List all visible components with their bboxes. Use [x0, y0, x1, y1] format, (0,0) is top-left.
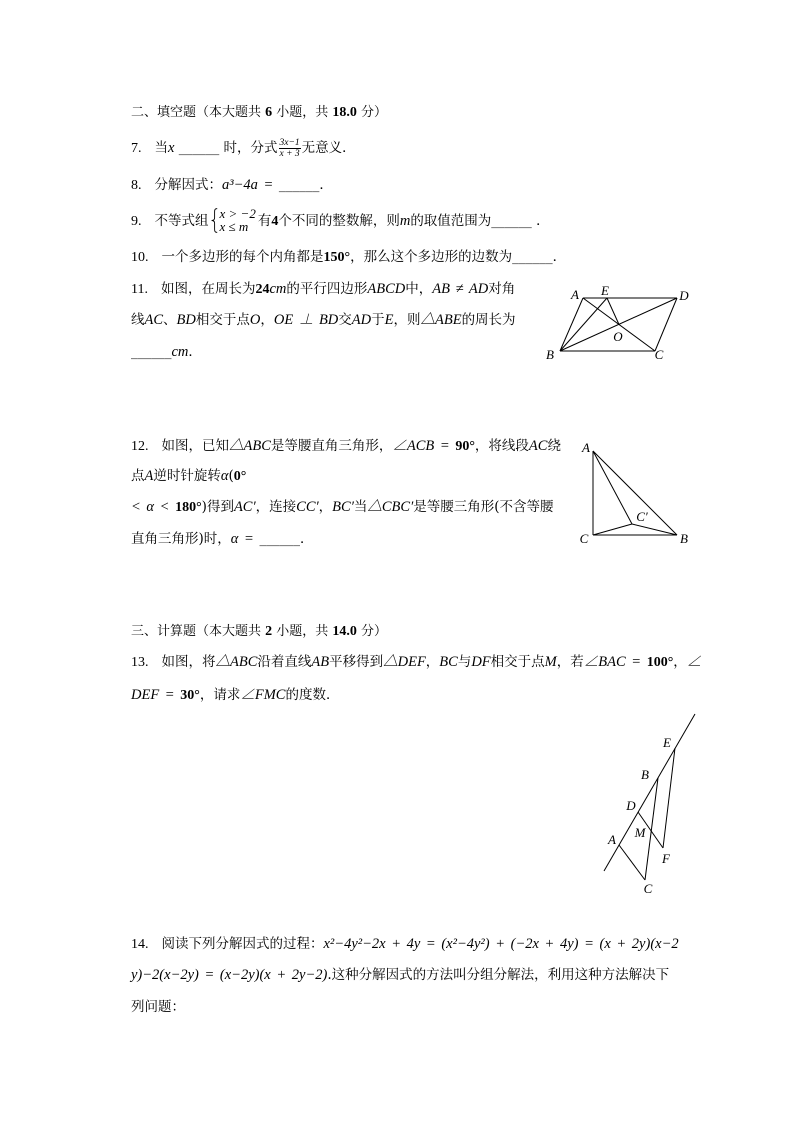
figure-q12-right-triangle: [570, 435, 695, 550]
question-9-line-1: [131, 206, 550, 234]
math-expression: △ABC: [215, 654, 258, 670]
text-run: ，若: [556, 654, 584, 670]
point-label-m: M: [634, 825, 646, 840]
vertex-label-c: C: [579, 531, 589, 546]
math-number: 6: [265, 105, 273, 120]
vertex-label-b: B: [680, 531, 688, 546]
text-run: 个不同的整数解，则: [278, 213, 400, 229]
brace-stroke: [211, 209, 217, 233]
segment-bc: [645, 778, 658, 880]
math-expression: x²−4y²−2x + 4y = (x²−4y²) + (−2x + 4y) = (x + 2y)(x−2: [323, 936, 679, 952]
question-10-line-1: [131, 247, 566, 267]
text-run: 列问题：: [131, 999, 185, 1015]
math-expression: △ABE: [420, 312, 462, 328]
question-number: 14.: [131, 937, 149, 952]
vertex-label-b: B: [546, 347, 554, 362]
segment-cc-prime: [593, 524, 632, 535]
math-number: 100°: [646, 655, 674, 670]
text-run: 交: [338, 312, 352, 328]
text-run: 直角三角形)时，: [131, 531, 231, 547]
math-expression: AB ≠ AD: [432, 281, 489, 297]
vertex-label-e: E: [601, 283, 609, 298]
text-run: 二、填空题（本大题共: [131, 105, 266, 120]
math-expression: △DEF: [383, 654, 426, 670]
text-run: 无意义．: [301, 140, 356, 156]
text-run: 与: [457, 654, 472, 670]
math-expression: ∠: [686, 654, 702, 670]
math-expression: A: [144, 468, 154, 484]
math-number: 0°: [233, 469, 247, 484]
text-run: 于: [371, 312, 385, 328]
text-run: ______: [131, 344, 172, 360]
figure-q11-parallelogram: [530, 278, 700, 368]
vertex-label-d: D: [626, 798, 636, 813]
segment-ac-prime: [593, 451, 632, 524]
text-run: 分）: [356, 105, 388, 120]
question-11-line-1: [131, 279, 515, 299]
text-run: 阅读下列分解因式的过程：: [161, 936, 324, 952]
text-run: ，连接: [255, 499, 297, 515]
question-number: 10.: [131, 250, 149, 265]
question-number: 12.: [131, 439, 149, 454]
question-12-line-1: [131, 436, 561, 456]
text-run: 点: [131, 468, 145, 484]
math-expression: ∠ACB =: [392, 438, 456, 454]
text-run: ，请求: [199, 687, 241, 703]
math-expression: α: [220, 468, 229, 484]
math-expression: ∠BAC =: [583, 654, 647, 670]
text-run: ______ 时，分式: [174, 140, 278, 156]
vertex-label-a: A: [571, 287, 579, 302]
text-run: ，则: [393, 312, 421, 328]
text-run: 是等腰直角三角形，: [270, 438, 393, 454]
text-run: ．: [188, 344, 202, 360]
left-brace-icon: [211, 208, 218, 233]
segment-ac: [619, 845, 645, 880]
segment-bc-prime: [632, 524, 677, 535]
question-8-line-1: [131, 175, 333, 195]
question-number: 13.: [131, 655, 149, 670]
text-run: 有: [257, 213, 272, 229]
text-run: 平移得到: [329, 654, 384, 670]
text-run: 的度数．: [285, 687, 340, 703]
vertex-label-b: B: [641, 767, 649, 782]
math-expression: AC′: [233, 499, 256, 515]
text-run: ，: [260, 312, 274, 328]
vertex-label-e: E: [663, 735, 671, 750]
question-11-line-3: [131, 342, 202, 362]
math-expression: BD: [176, 312, 196, 328]
math-expression: AC: [528, 438, 548, 454]
math-number: 2: [265, 624, 273, 639]
math-expression: cm: [269, 281, 287, 297]
vertex-label-f: F: [662, 851, 670, 866]
text-run: 当: [154, 140, 168, 156]
question-12-line-3: [131, 497, 554, 517]
math-expression: AC: [144, 312, 164, 328]
segment-ef: [663, 748, 675, 848]
text-run: ，将线段: [474, 438, 529, 454]
question-13-line-2: [131, 685, 339, 705]
text-run: 相交于点: [490, 654, 545, 670]
math-expression: CC′: [296, 499, 319, 515]
inequality-row: x ≤ m: [219, 218, 249, 234]
math-number: 150°: [323, 250, 351, 265]
text-run: 一个多边形的每个内角都是: [161, 249, 324, 265]
math-expression: a³−4a =: [222, 177, 279, 193]
math-expression: △ABC: [229, 438, 271, 454]
math-expression: y)−2(x−2y) = (x−2y)(x + 2y−2): [131, 967, 328, 983]
math-expression: DF: [471, 654, 491, 670]
math-expression: cm: [171, 344, 189, 360]
math-number: 90°: [455, 439, 475, 454]
segment-ab: [560, 298, 583, 351]
math-number: 30°: [180, 688, 200, 703]
text-run: 分）: [356, 624, 388, 639]
text-run: 如图，已知: [161, 438, 229, 454]
question-number: 11.: [131, 282, 148, 297]
figure-q13-translated-triangles: [595, 705, 700, 895]
question-7-line-1: [131, 138, 356, 158]
inequality-row: x > −2: [219, 206, 256, 221]
text-run: .这种分解因式的方法叫分组分解法，利用这种方法解决下: [327, 967, 670, 983]
vertex-label-c: C: [654, 347, 664, 362]
text-run: ，: [318, 499, 333, 515]
math-expression: △CBC′: [367, 499, 414, 515]
text-run: 的取值范围为______ ．: [410, 213, 550, 229]
text-run: ，: [425, 654, 440, 670]
text-run: )得到: [201, 499, 234, 515]
math-number: 180°: [175, 500, 202, 515]
math-expression: x: [168, 140, 175, 156]
math-expression: < α <: [131, 499, 176, 515]
text-run: 中，: [405, 281, 433, 297]
math-expression: m: [399, 213, 411, 229]
vertex-label-c-prime: C′: [636, 509, 648, 524]
text-run: 的平行四边形: [286, 281, 368, 297]
math-expression: BC: [439, 654, 458, 670]
math-expression: BC′: [332, 499, 354, 515]
text-run: 逆时针旋转: [153, 468, 221, 484]
question-12-line-2: [131, 466, 246, 486]
text-run: 小题，共: [272, 624, 333, 639]
fraction-denominator: x + 3: [279, 149, 300, 159]
section-fill-in-heading: [131, 103, 387, 123]
math-expression: α =: [230, 531, 260, 547]
text-run: 小题，共: [272, 105, 333, 120]
question-14-line-3: [131, 997, 185, 1017]
math-expression: DEF =: [131, 687, 181, 703]
inequality-system: [211, 208, 256, 233]
math-expression: E: [384, 312, 394, 328]
text-run: (: [228, 468, 234, 484]
fraction: [279, 138, 301, 159]
math-expression: ABCD: [367, 281, 406, 297]
text-run: 分解因式：: [154, 177, 222, 193]
math-expression: OE ⊥ BD: [273, 312, 339, 328]
question-14-line-2: [131, 965, 669, 985]
question-14-line-1: [131, 934, 679, 954]
vertex-label-a: A: [582, 440, 590, 455]
text-run: ______．: [278, 177, 333, 193]
text-run: 如图，在周长为: [160, 281, 256, 297]
text-run: 相交于点: [195, 312, 250, 328]
math-expression: AB: [311, 654, 330, 670]
text-run: 绕: [547, 438, 561, 454]
math-expression: M: [544, 654, 557, 670]
question-number: 9.: [131, 214, 142, 229]
math-number: 24: [255, 282, 270, 297]
math-number: 4: [271, 214, 279, 229]
segment-ab: [593, 451, 677, 535]
text-run: ，那么这个多边形的边数为______．: [350, 249, 567, 265]
text-run: 三、计算题（本大题共: [131, 624, 266, 639]
text-run: 沿着直线: [257, 654, 312, 670]
vertex-label-c: C: [643, 881, 653, 896]
text-run: 不等式组: [154, 213, 209, 229]
math-expression: AD: [351, 312, 372, 328]
text-run: 当: [353, 499, 368, 515]
vertex-label-a: A: [608, 832, 616, 847]
text-run: ，: [673, 654, 687, 670]
text-run: ______．: [259, 531, 314, 547]
question-number: 8.: [131, 178, 142, 193]
math-number: 14.0: [332, 624, 357, 639]
text-run: 对角: [488, 281, 516, 297]
point-label-o: O: [613, 329, 623, 344]
segment-be: [560, 298, 607, 351]
text-run: 线: [131, 312, 145, 328]
question-11-line-2: [131, 310, 516, 330]
vertex-label-d: D: [679, 288, 689, 303]
math-number: 18.0: [332, 105, 357, 120]
text-run: 如图，将: [161, 654, 216, 670]
question-number: 7.: [131, 141, 142, 156]
section-calculation-heading: [131, 622, 387, 642]
fraction-numerator: 3x−1: [279, 138, 300, 148]
text-run: 、: [163, 312, 177, 328]
question-13-line-1: [131, 652, 701, 672]
math-expression: ∠FMC: [240, 687, 286, 703]
text-run: 的周长为: [461, 312, 516, 328]
text-run: 是等腰三角形(不含等腰: [413, 499, 554, 515]
question-12-line-4: [131, 529, 313, 549]
math-expression: O: [249, 312, 261, 328]
